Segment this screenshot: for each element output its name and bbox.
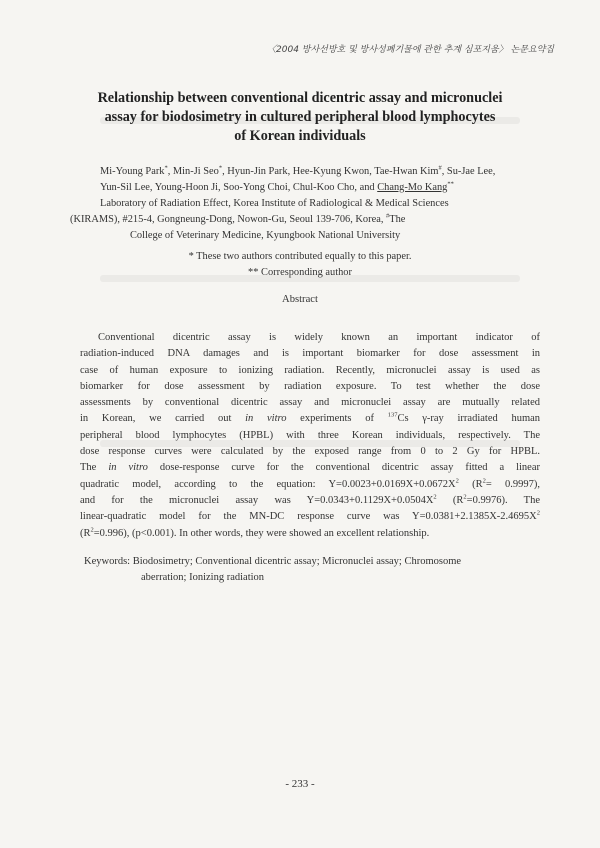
keywords-text: Biodosimetry; Conventional dicentric assay; Micronuclei assay; Chromosome (132, 556, 462, 567)
author-notes (60, 249, 540, 281)
keywords-label: Keywords: (84, 556, 133, 567)
abstract-line (80, 493, 540, 509)
abstract-line: Conventional dicentric assay is widely known an important indicator of (98, 332, 540, 343)
author-name: , Su-Jae Lee, (441, 166, 496, 177)
exponent: 2 (90, 526, 94, 534)
abstract-text: = 0.9997), (485, 478, 541, 490)
exponent: 2 (433, 493, 437, 501)
abstract-italic: in vitro (245, 413, 287, 425)
author-mark: ** (447, 180, 454, 188)
exponent: 2 (455, 477, 459, 485)
exponent: 2 (482, 477, 486, 485)
title-line: Relationship between conventional dicentric assay and micronuclei (97, 90, 503, 106)
abstract-line: dose response curves were calculated by the exposed range from 0 to 2 Gy for HPBL. (80, 446, 540, 458)
abstract-line (80, 460, 540, 476)
abstract-line (80, 411, 540, 427)
author-block (70, 164, 550, 244)
abstract-line: peripheral blood lymphocytes (HPBL) with three Korean individuals, respectively. The (80, 429, 540, 441)
exponent: 2 (463, 493, 467, 501)
abstract-text: =0.996), (p<0.001). In other words, they were showed an excellent relationship. (93, 527, 430, 539)
abstract-text: (R (80, 527, 91, 539)
abstract-line: radiation-induced DNA damages and is important biomarker for dose assessment in (80, 348, 540, 360)
affiliation-text: (KIRAMS), #215-4, Gongneung-Dong, Nowon-Gu, Seoul 139-706, Korea, (70, 214, 387, 225)
corresponding-author-name: Chang-Mo Kang (377, 182, 448, 193)
abstract-text: and for the micronuclei assay was Y=0.0343+0.1129X+0.0504X (80, 494, 434, 506)
title-line: assay for biodosimetry in cultured peripheral blood lymphocytes (104, 109, 496, 125)
abstract-line: case of human exposure to ionizing radiation. Recently, micronuclei assay is used as (80, 364, 540, 376)
isotope-mass: 137 (387, 411, 398, 419)
affiliation-text: The (389, 214, 406, 225)
running-header: 〈2004 방사선방호 및 방사성폐기물에 관한 추계 심포지움〉 논문요약집 (267, 45, 554, 55)
keywords-text: aberration; Ionizing radiation (141, 572, 265, 583)
abstract-heading: Abstract (282, 294, 318, 305)
abstract-text: =0.9976). The (466, 494, 540, 506)
abstract-text: The (80, 462, 109, 474)
abstract-line (80, 526, 540, 542)
author-mark: * (164, 164, 168, 172)
abstract-text: linear-quadratic model for the MN-DC response curve was Y=0.0381+2.1385X-2.4695X (80, 511, 537, 523)
author-name: , Min-Ji Seo (167, 166, 219, 177)
abstract-text: (R (436, 494, 464, 506)
abstract-text: experiments of (286, 413, 388, 425)
abstract-body (80, 330, 540, 542)
affiliation-line: Laboratory of Radiation Effect, Korea Institute of Radiological & Medical Sciences (100, 198, 449, 209)
corresponding-note: ** Corresponding author (248, 267, 352, 278)
affiliation-line (70, 212, 550, 228)
abstract-text: Cs γ-ray irradiated human (397, 413, 541, 425)
author-mark: * (218, 164, 223, 172)
author-line (70, 180, 550, 196)
keywords-block (84, 554, 544, 586)
abstract-text: dose-response curve for the conventional dicentric assay fitted a linear (147, 462, 540, 474)
title-line: of Korean individuals (234, 128, 366, 144)
abstract-line: biomarker for dose assessment by radiation exposure. To test whether the dose (80, 380, 540, 392)
affiliation-mark: # (386, 212, 390, 220)
abstract-line (80, 477, 540, 493)
abstract-line: assessments by conventional dicentric assay and micronuclei assay are mutually related (80, 397, 540, 409)
abstract-text: in Korean, we carried out (80, 413, 246, 425)
author-names: Yun-Sil Lee, Young-Hoon Ji, Soo-Yong Choi, Chul-Koo Cho, and (100, 182, 378, 193)
abstract-text: (R (458, 478, 483, 490)
equal-contribution-note: * These two authors contributed equally to this paper. (188, 251, 412, 262)
abstract-italic: in vitro (108, 462, 148, 474)
paper-title (60, 89, 540, 146)
author-name: Mi-Young Park (100, 166, 165, 177)
author-mark: # (438, 164, 442, 172)
author-line (70, 164, 550, 180)
page-number: - 233 - (285, 778, 315, 790)
abstract-text: quadratic model, according to the equation: Y=0.0023+0.0169X+0.0672X (80, 478, 456, 490)
abstract-line (80, 509, 540, 525)
author-name: , Hyun-Jin Park, Hee-Kyung Kwon, Tae-Hwan Kim (222, 166, 439, 177)
affiliation-line: College of Veterinary Medicine, Kyungbook National University (130, 230, 401, 241)
exponent: 2 (536, 509, 540, 517)
